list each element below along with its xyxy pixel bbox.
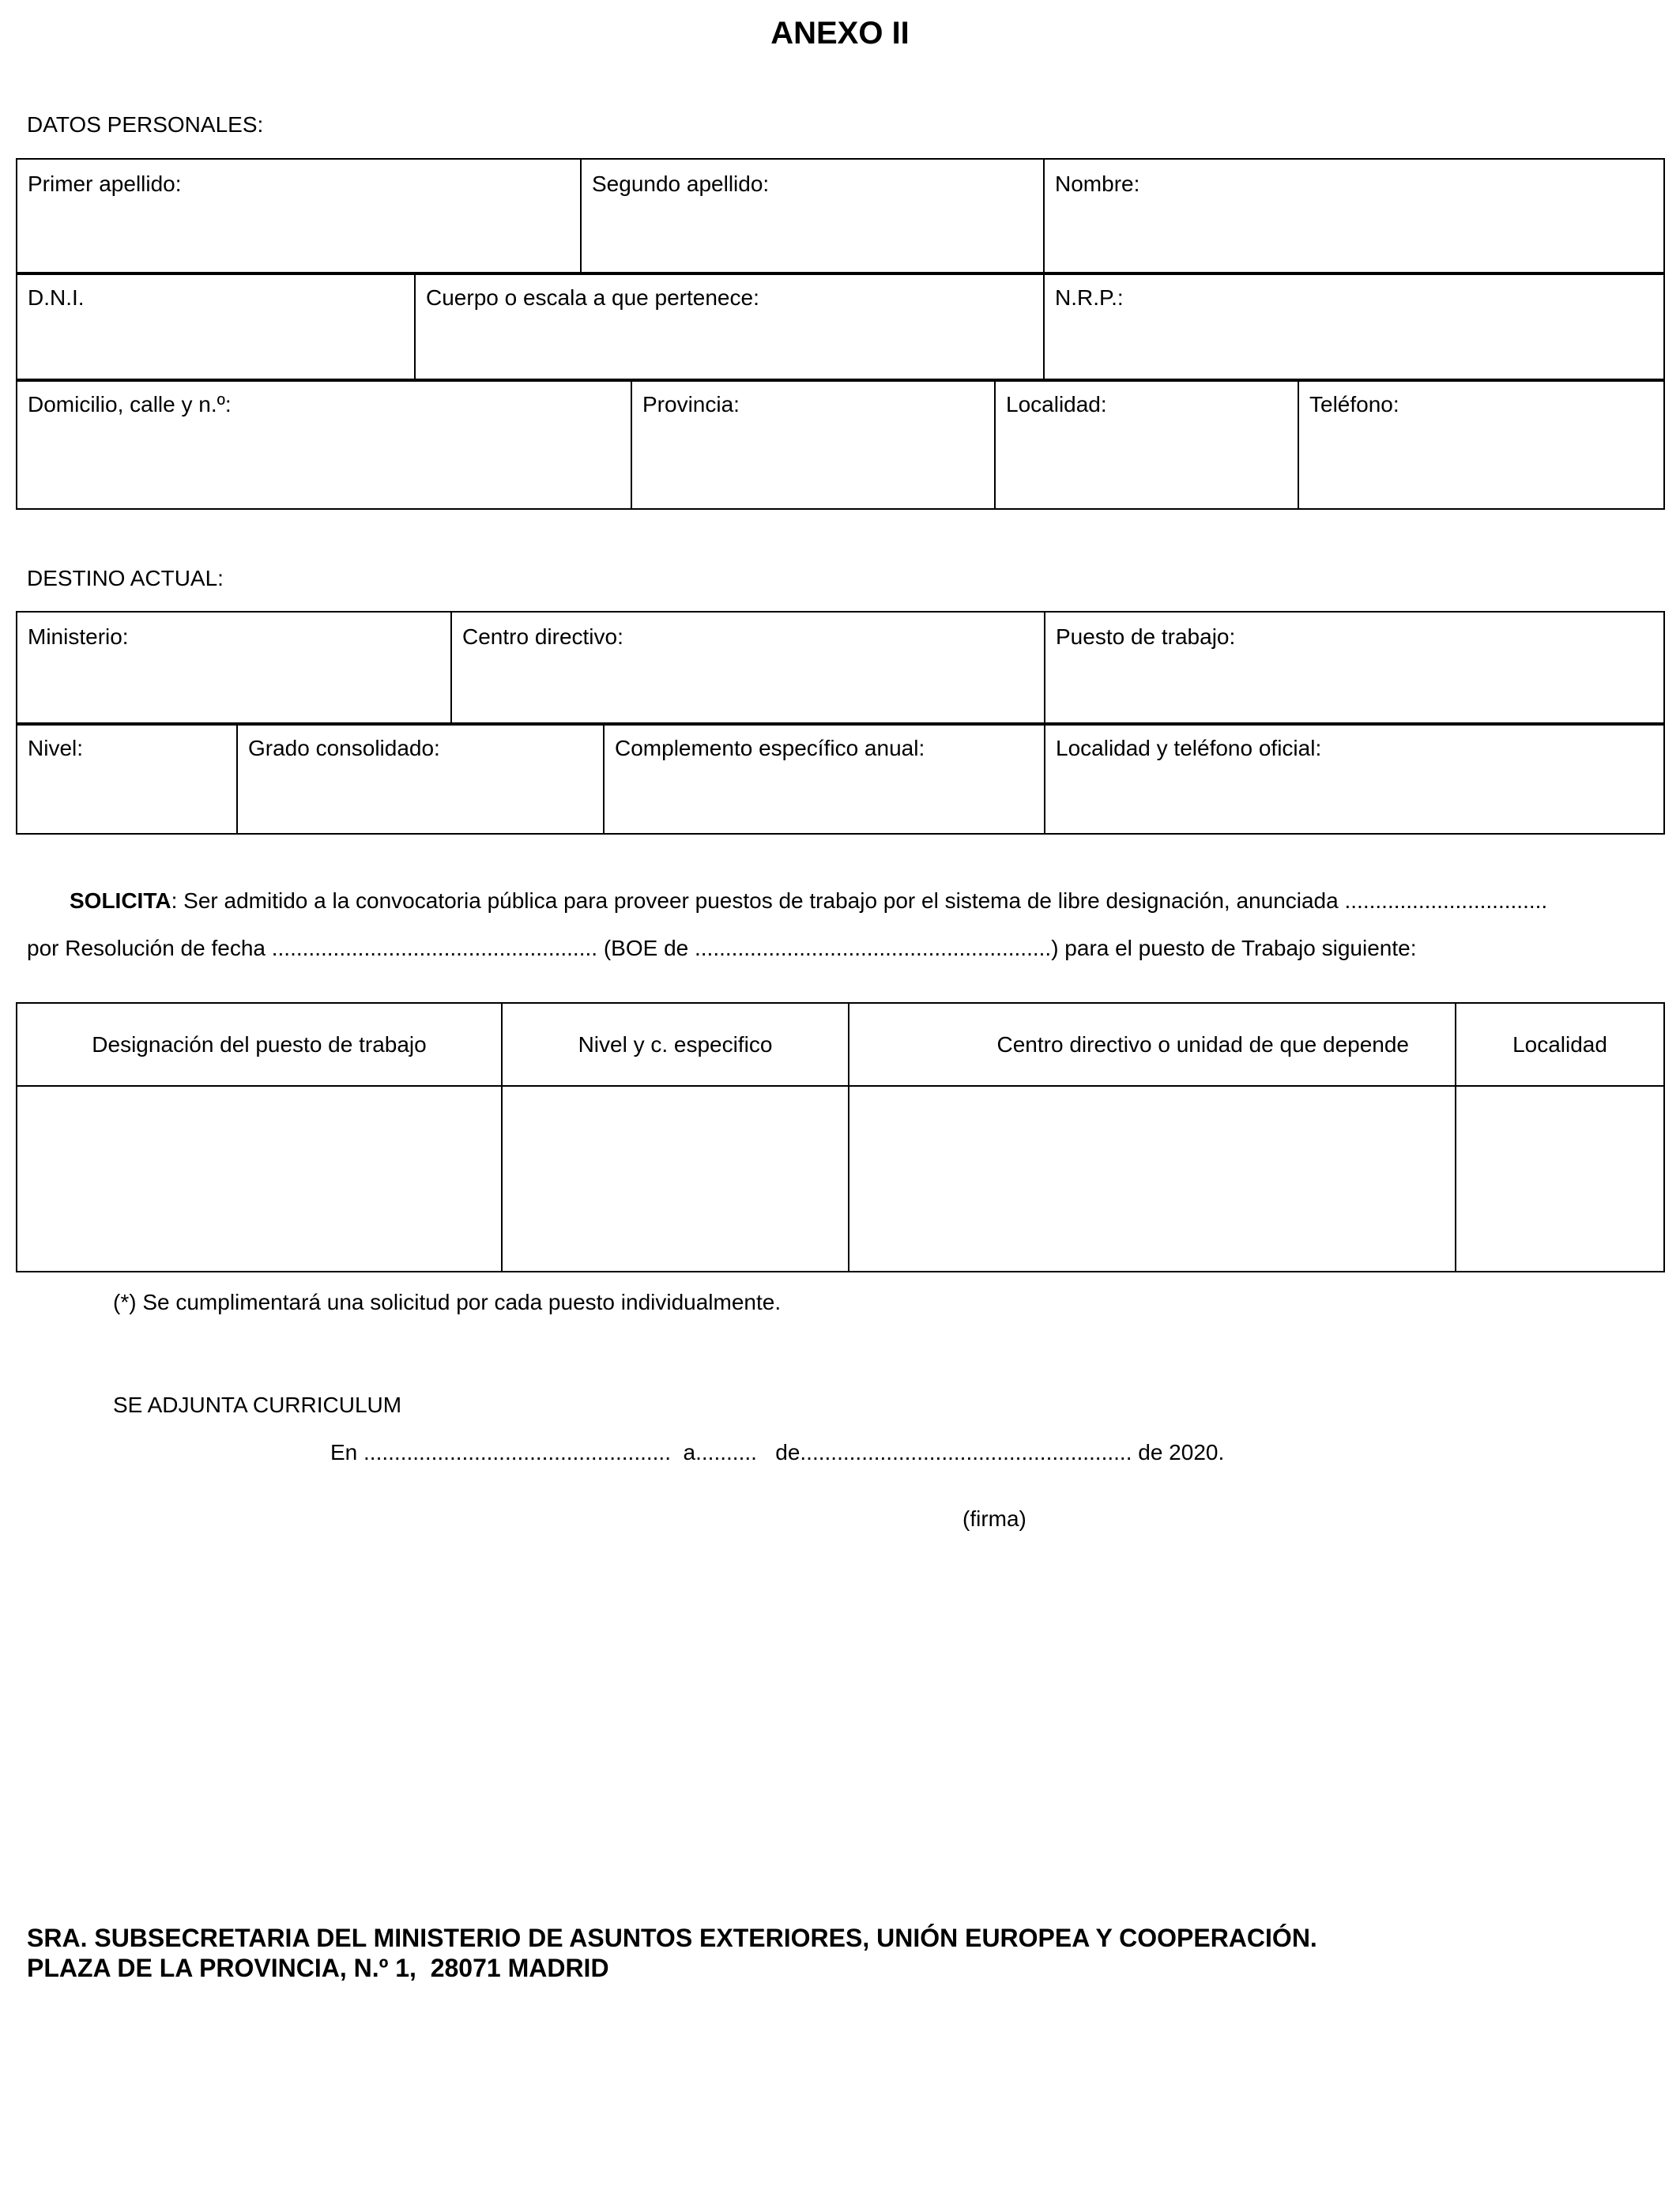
jobs-cell-centro-directivo[interactable] — [849, 1086, 1456, 1272]
personal-data-row-2 — [16, 272, 1665, 382]
field-provincia[interactable]: Provincia: — [631, 379, 995, 509]
jobs-header-designacion: Designación del puesto de trabajo — [17, 1003, 502, 1086]
field-telefono[interactable]: Teléfono: — [1298, 379, 1664, 509]
field-domicilio[interactable]: Domicilio, calle y n.º: — [17, 379, 631, 509]
address-line-2: PLAZA DE LA PROVINCIA, N.º 1, 28071 MADRID — [27, 1954, 609, 1982]
adjunta-curriculum: SE ADJUNTA CURRICULUM — [113, 1393, 402, 1417]
solicita-line-2: por Resolución de fecha ..................................................... (BOE de ..........................................................) para el puesto de Trabajo siguiente: — [27, 936, 1417, 960]
page-title: ANEXO II — [770, 16, 910, 51]
solicita-text: : Ser admitido a la convocatoria pública para proveer puestos de trabajo por el sistema de libre designación, anunciada ................................. — [171, 888, 1548, 913]
field-localidad-telefono-oficial[interactable]: Localidad y teléfono oficial: — [1045, 723, 1664, 834]
field-cuerpo-escala[interactable]: Cuerpo o escala a que pertenece: — [415, 273, 1044, 381]
address-line-1: SRA. SUBSECRETARIA DEL MINISTERIO DE ASUNTOS EXTERIORES, UNIÓN EUROPEA Y COOPERACIÓN. — [27, 1924, 1317, 1952]
solicita-line-1 — [70, 888, 1547, 914]
solicita-lead: SOLICITA — [70, 888, 171, 913]
note-text: (*) Se cumplimentará una solicitud por cada puesto individualmente. — [113, 1290, 782, 1314]
destino-table-row-2 — [16, 722, 1665, 835]
section-label-destino-actual: DESTINO ACTUAL: — [27, 566, 224, 590]
field-primer-apellido[interactable]: Primer apellido: — [17, 159, 581, 274]
jobs-header-nivel: Nivel y c. especifico — [502, 1003, 849, 1086]
field-nivel[interactable]: Nivel: — [17, 723, 237, 834]
jobs-cell-nivel[interactable] — [502, 1086, 849, 1272]
field-ministerio[interactable]: Ministerio: — [17, 612, 451, 725]
table-row — [17, 1086, 1664, 1272]
field-nrp[interactable]: N.R.P.: — [1044, 273, 1664, 381]
field-dni[interactable]: D.N.I. — [17, 273, 415, 381]
date-line: En .................................................. a.......... de...................................................... de 2020. — [330, 1440, 1225, 1465]
jobs-cell-localidad[interactable] — [1456, 1086, 1664, 1272]
jobs-table — [16, 1002, 1665, 1272]
personal-data-table — [16, 158, 1665, 275]
jobs-cell-designacion[interactable] — [17, 1086, 502, 1272]
personal-data-row-3 — [16, 379, 1665, 510]
field-grado-consolidado[interactable]: Grado consolidado: — [237, 723, 604, 834]
field-segundo-apellido[interactable]: Segundo apellido: — [581, 159, 1044, 274]
jobs-header-centro-directivo: Centro directivo o unidad de que depende — [849, 1003, 1456, 1086]
field-complemento-especifico[interactable]: Complemento específico anual: — [604, 723, 1045, 834]
field-puesto-trabajo[interactable]: Puesto de trabajo: — [1045, 612, 1664, 725]
firma-label: (firma) — [962, 1506, 1026, 1531]
jobs-header-localidad: Localidad — [1456, 1003, 1664, 1086]
field-nombre[interactable]: Nombre: — [1044, 159, 1664, 274]
field-localidad[interactable]: Localidad: — [995, 379, 1298, 509]
field-centro-directivo[interactable]: Centro directivo: — [451, 612, 1045, 725]
section-label-datos-personales: DATOS PERSONALES: — [27, 112, 264, 137]
destino-table-row-1 — [16, 611, 1665, 726]
